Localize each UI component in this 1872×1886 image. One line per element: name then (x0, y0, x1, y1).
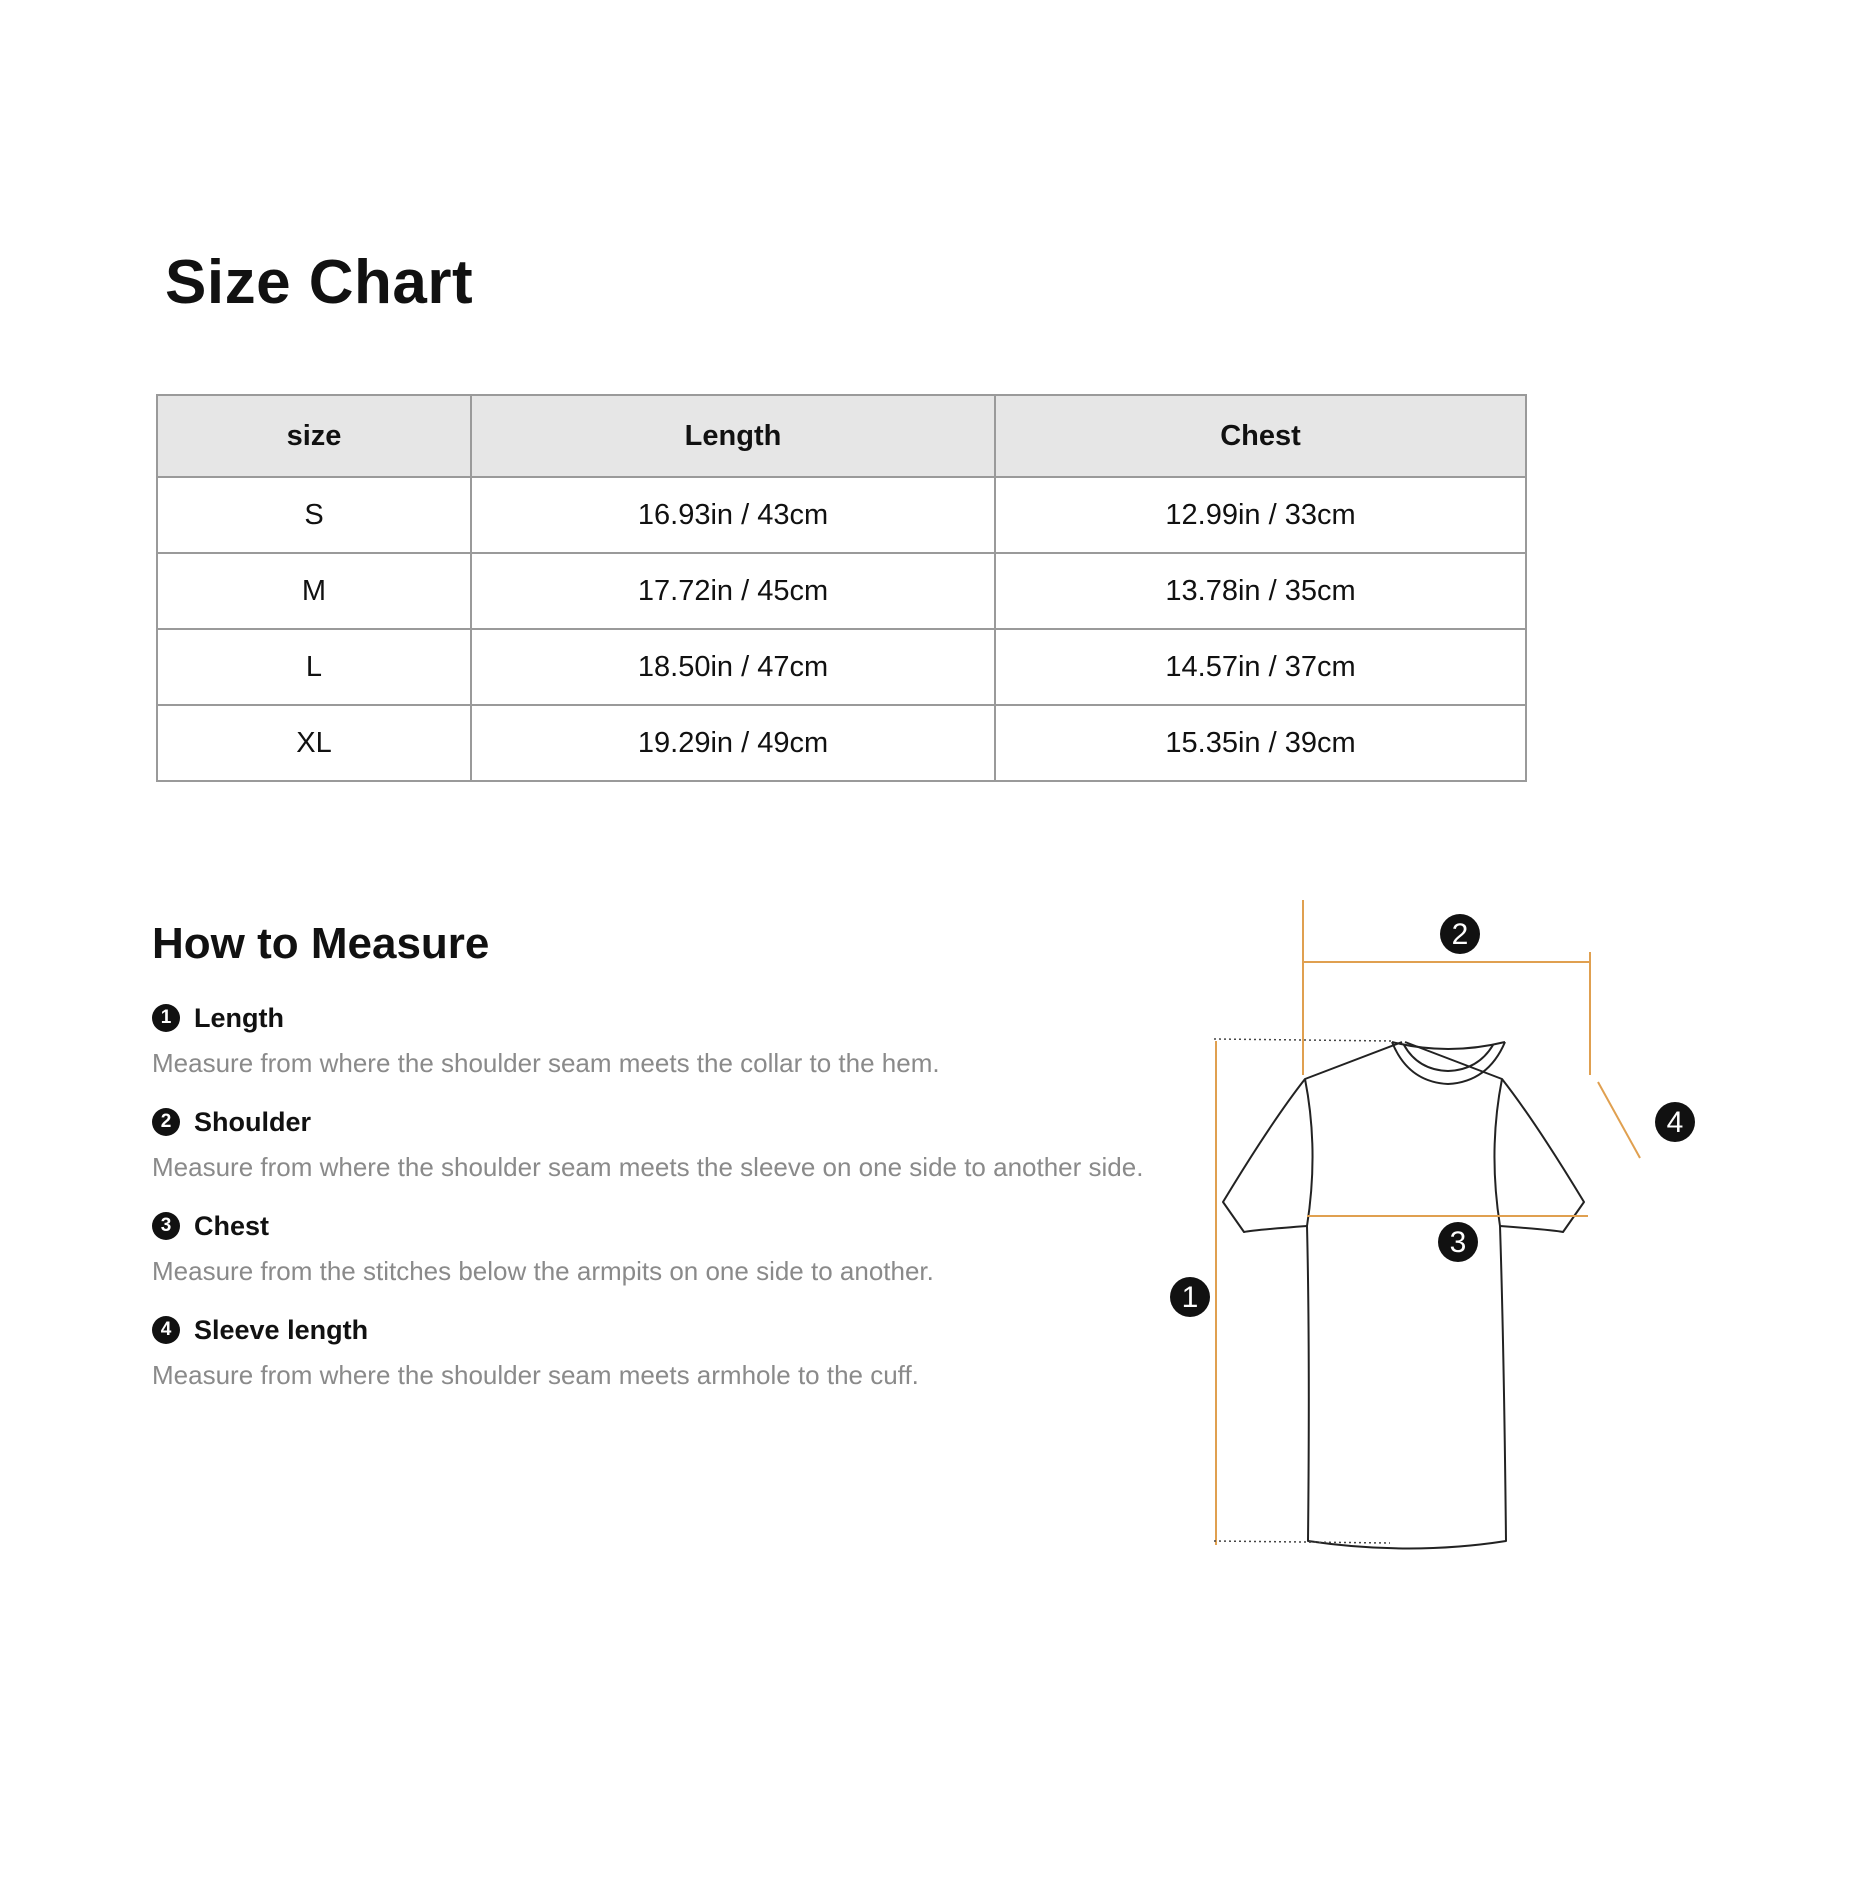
table-cell-length: 17.72in / 45cm (471, 553, 995, 629)
measure-item-name: Shoulder (194, 1106, 312, 1137)
diagram-marker-3 (1438, 1222, 1478, 1262)
measure-item-header (152, 1206, 1152, 1246)
table-cell-size: M (157, 553, 471, 629)
table-cell-size: XL (157, 705, 471, 781)
table-row (157, 477, 1526, 553)
page-title: Size Chart (165, 248, 474, 317)
measurement-lines (1216, 900, 1640, 1545)
measure-item-name: Sleeve length (194, 1314, 369, 1345)
length-guide-lines (1214, 1039, 1392, 1543)
diagram-label-1: 1 (1181, 1281, 1199, 1314)
diagram-marker-4 (1655, 1102, 1695, 1142)
table-cell-length: 18.50in / 47cm (471, 629, 995, 705)
table-cell-chest: 15.35in / 39cm (995, 705, 1526, 781)
sleeve-measure-line (1598, 1082, 1640, 1158)
measure-item-name: Length (194, 1002, 284, 1033)
diagram-marker-1 (1170, 1277, 1210, 1317)
tshirt-diagram-icon (1160, 900, 1720, 1600)
measure-item-sleeve-length (152, 1310, 1152, 1414)
measure-item-header (152, 1102, 1152, 1142)
table-cell-chest: 14.57in / 37cm (995, 629, 1526, 705)
table-cell-length: 16.93in / 43cm (471, 477, 995, 553)
table-cell-size: L (157, 629, 471, 705)
table-row (157, 553, 1526, 629)
table-row (157, 629, 1526, 705)
measure-list (152, 998, 1152, 1414)
measure-item-name: Chest (194, 1210, 270, 1241)
number-badge-icon: 1 (152, 1004, 180, 1032)
number-badge-icon: 3 (152, 1212, 180, 1240)
measure-item-description: Measure from where the shoulder seam meets armhole to the cuff. (152, 1360, 919, 1390)
number-badge-icon: 4 (152, 1316, 180, 1344)
measure-item-shoulder (152, 1102, 1152, 1206)
how-to-measure-title: How to Measure (152, 919, 490, 968)
tshirt-outline-icon (1223, 1042, 1584, 1549)
diagram-label-3: 3 (1449, 1226, 1467, 1259)
table-header-size: size (157, 395, 471, 477)
diagram-label-4: 4 (1666, 1106, 1684, 1139)
measure-item-description: Measure from where the shoulder seam meets the sleeve on one side to another side. (152, 1152, 1144, 1182)
table-header-chest: Chest (995, 395, 1526, 477)
number-badge-icon: 2 (152, 1108, 180, 1136)
diagram-label-2: 2 (1451, 918, 1469, 951)
diagram-marker-2 (1440, 914, 1480, 954)
measure-item-length (152, 998, 1152, 1102)
table-cell-length: 19.29in / 49cm (471, 705, 995, 781)
table-header-row (157, 395, 1526, 477)
size-table (156, 394, 1527, 782)
measure-item-header (152, 998, 1152, 1038)
table-cell-size: S (157, 477, 471, 553)
table-cell-chest: 12.99in / 33cm (995, 477, 1526, 553)
table-row (157, 705, 1526, 781)
table-header-length: Length (471, 395, 995, 477)
measure-item-description: Measure from the stitches below the armpits on one side to another. (152, 1256, 934, 1286)
measure-item-chest (152, 1206, 1152, 1310)
measure-item-header (152, 1310, 1152, 1350)
measure-item-description: Measure from where the shoulder seam meets the collar to the hem. (152, 1048, 940, 1078)
table-cell-chest: 13.78in / 35cm (995, 553, 1526, 629)
